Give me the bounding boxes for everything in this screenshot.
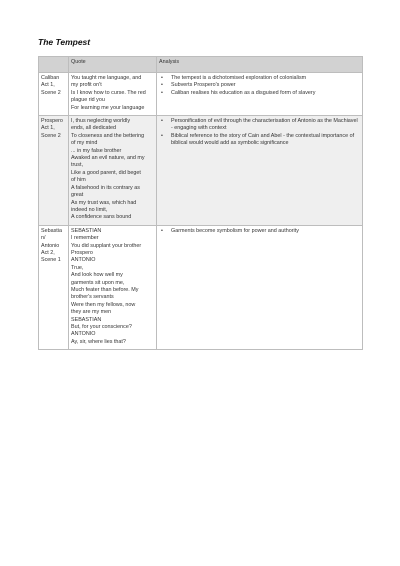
table-header [39, 57, 363, 73]
quote-line: brother's servants [71, 294, 114, 301]
document-title: The Tempest [38, 37, 91, 47]
quote-cell [69, 225, 157, 350]
scene-line: Act 2, [41, 249, 55, 256]
scene-line: n/ [41, 235, 46, 242]
quote-line: my profit on't [71, 82, 102, 89]
table-row [39, 73, 363, 116]
analysis-item [161, 82, 360, 89]
table-row [39, 225, 363, 350]
quote-cell [69, 73, 157, 116]
quote-line: they are my men [71, 309, 112, 316]
bullet-icon: • [161, 75, 163, 81]
scene-line: Prospero [41, 118, 63, 125]
quote-line: I, thus neglecting worldly [71, 118, 131, 125]
analysis-list [159, 75, 360, 97]
bullet-icon: • [161, 118, 163, 125]
quote-line: ends, all dedicated [71, 125, 116, 132]
quote-line: A confidence sans bound [71, 214, 132, 221]
header-quote: Quote [69, 57, 157, 73]
quote-line: You did supplant your brother [71, 242, 142, 249]
analysis-cell [157, 225, 363, 350]
scene-cell [39, 73, 69, 116]
scene-cell [39, 116, 69, 226]
scene-line: Antonio [41, 242, 60, 249]
analysis-item [161, 89, 360, 97]
scene-line: Scene 2 [41, 89, 61, 96]
bullet-icon: • [161, 132, 163, 139]
table-row [39, 116, 363, 226]
analysis-item [161, 227, 360, 235]
quote-line: SEBASTIAN [71, 227, 102, 234]
quote-line: SEBASTIAN [71, 316, 102, 323]
bullet-icon: • [161, 89, 163, 96]
scene-line: Act 1, [41, 125, 55, 132]
analysis-text: Garments become symbolism for power and authority [171, 227, 299, 234]
header-analysis: Analysis [157, 57, 363, 73]
quote-line: For learning me your language [71, 104, 145, 111]
quote-line: of my mind [71, 140, 98, 147]
quote-analysis-table [38, 56, 363, 350]
scene-line: Scene 1 [41, 257, 61, 264]
analysis-list [159, 118, 360, 148]
quote-line: trust, [71, 162, 83, 169]
header-row [39, 57, 363, 73]
analysis-item [161, 132, 360, 148]
scene-cell [39, 225, 69, 350]
analysis-item [161, 75, 360, 82]
quote-line: garments sit upon me, [71, 279, 125, 286]
quote-line: indeed no limit, [71, 206, 108, 213]
quote-line: Much feater than before. My [71, 286, 139, 293]
quote-line: Prospero [71, 249, 93, 256]
analysis-text: Personification of evil through the characterisation of Antonio as the Machiavel - engaging with context [171, 118, 358, 132]
analysis-item [161, 118, 360, 133]
quote-line: ANTONIO [71, 257, 96, 264]
analysis-text: Subverts Prospero's power [171, 82, 236, 89]
quote-line: And look how well my [71, 272, 123, 279]
header-scene [39, 57, 69, 73]
quote-line: But, for your conscience? [71, 324, 132, 330]
quote-line: of him [71, 177, 86, 184]
quote-line: You taught me language, and [71, 75, 142, 81]
quote-line: Awaked an evil nature, and my [71, 155, 145, 162]
analysis-text: The tempest is a dichotomised exploration of colonialism [171, 75, 307, 81]
quote-line: True, [71, 264, 84, 271]
quote-line: Were then my fellows, now [71, 301, 136, 308]
quote-line: great [71, 192, 84, 199]
quote-line: Ay, sir, where lies that? [71, 338, 126, 345]
analysis-cell [157, 116, 363, 226]
bullet-icon: • [161, 227, 163, 234]
quote-line: plague rid you [71, 97, 105, 104]
quote-line: I remember [71, 235, 99, 242]
scene-line: Sebastia [41, 227, 62, 234]
scene-line: Act 1, [41, 82, 55, 89]
analysis-list [159, 228, 360, 235]
quote-line: Is I know how to curse. The red [71, 89, 146, 96]
quote-line: A falsehood in its contrary as [71, 184, 140, 191]
bullet-icon: • [161, 82, 163, 89]
table-body [39, 73, 363, 350]
scene-line: Scene 2 [41, 132, 61, 139]
scene-line: Caliban [41, 75, 60, 81]
analysis-text: Caliban realises his education as a disguised form of slavery [171, 89, 316, 96]
quote-line: As my trust was, which had [71, 199, 137, 206]
quote-line: Like a good parent, did beget [71, 169, 141, 176]
analysis-text: Biblical reference to the story of Cain and Abel - the contextual importance of biblical would would add as symbolic significance [171, 132, 355, 147]
analysis-cell [157, 73, 363, 116]
quote-line: ANTONIO [71, 331, 96, 338]
quote-line: ... in my false brother [71, 147, 122, 154]
quote-cell [69, 116, 157, 226]
quote-line: To closeness and the bettering [71, 132, 145, 139]
